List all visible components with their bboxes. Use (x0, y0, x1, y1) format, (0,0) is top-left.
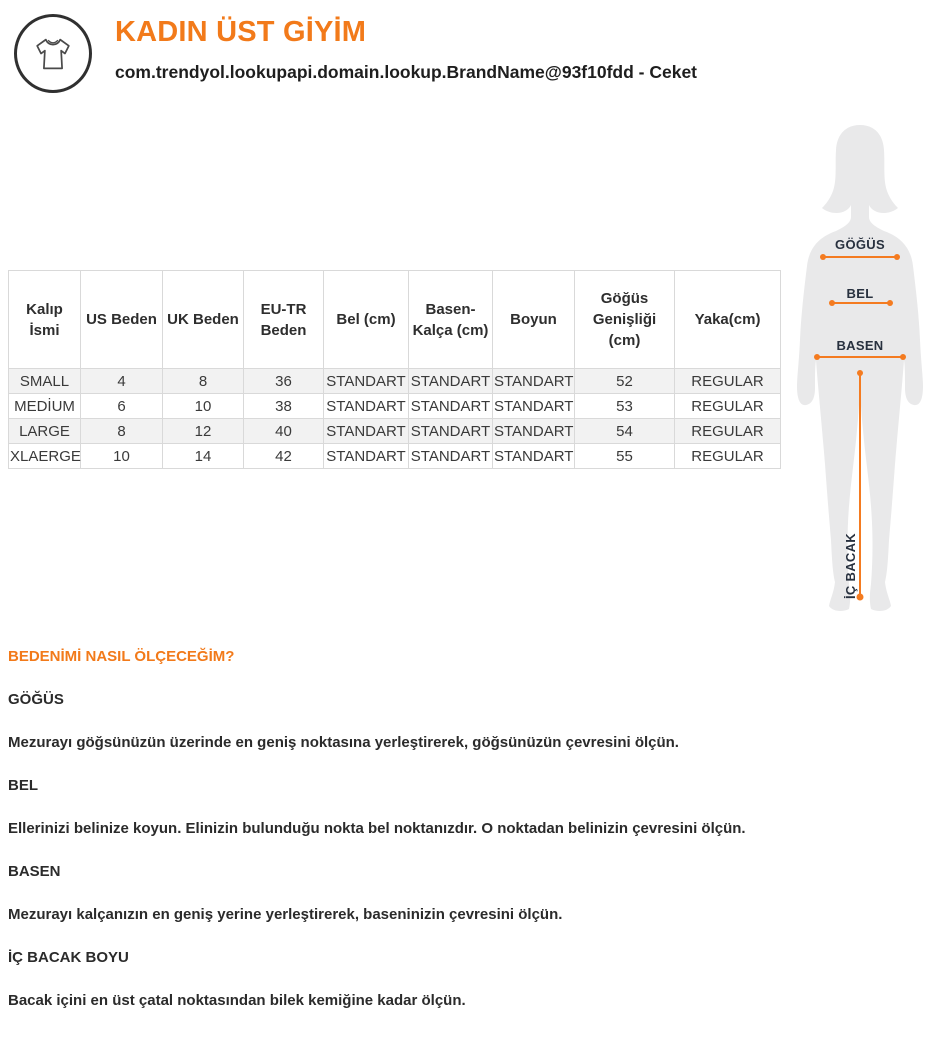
table-cell: REGULAR (675, 419, 781, 444)
table-cell: STANDART (493, 444, 575, 469)
column-header: Yaka(cm) (675, 271, 781, 369)
table-cell: STANDART (493, 394, 575, 419)
column-header: UK Beden (163, 271, 244, 369)
section-title-inseam: İÇ BACAK BOYU (8, 949, 129, 966)
table-cell: REGULAR (675, 394, 781, 419)
table-cell: 8 (163, 369, 244, 394)
table-cell: LARGE (9, 419, 81, 444)
page-subtitle: com.trendyol.lookupapi.domain.lookup.BrandName@93f10fdd - Ceket (115, 62, 698, 82)
table-cell: 8 (81, 419, 163, 444)
size-table-header-row (9, 271, 781, 369)
table-cell: SMALL (9, 369, 81, 394)
chest-label: GÖĞÜS (835, 237, 885, 252)
table-cell: 40 (244, 419, 324, 444)
column-header: Basen-Kalça (cm) (409, 271, 493, 369)
table-cell: STANDART (324, 444, 409, 469)
table-cell: 52 (575, 369, 675, 394)
column-header: US Beden (81, 271, 163, 369)
table-cell: 6 (81, 394, 163, 419)
table-cell: STANDART (493, 369, 575, 394)
inseam-label: İÇ BACAK (843, 533, 858, 599)
table-cell: REGULAR (675, 444, 781, 469)
instructions-heading: BEDENİMİ NASIL ÖLÇECEĞİM? (8, 648, 235, 665)
section-text-inseam: Bacak içini en üst çatal noktasından bilek kemiğine kadar ölçün. (8, 992, 466, 1009)
table-cell: 42 (244, 444, 324, 469)
table-cell: 10 (81, 444, 163, 469)
waist-label: BEL (846, 286, 874, 301)
table-cell: 54 (575, 419, 675, 444)
section-text-waist: Ellerinizi belinize koyun. Elinizin bulunduğu nokta bel noktanızdır. O noktadan belinizin çevresini ölçün. (8, 820, 746, 837)
page-title: KADIN ÜST GİYİM (115, 16, 367, 48)
table-cell: STANDART (324, 369, 409, 394)
measurement-instructions (8, 646, 796, 1033)
table-cell: 36 (244, 369, 324, 394)
body-measurement-figure (795, 122, 935, 622)
hip-label: BASEN (836, 338, 884, 353)
category-icon-badge (14, 14, 92, 93)
table-cell: XLAERGE (9, 444, 81, 469)
section-title-hip: BASEN (8, 863, 61, 880)
table-row-small (9, 369, 781, 394)
column-header: Boyun (493, 271, 575, 369)
section-text-chest: Mezurayı göğsünüzün üzerinde en geniş noktasına yerleştirerek, göğsünüzün çevresini ölçün. (8, 734, 679, 751)
table-cell: STANDART (324, 419, 409, 444)
table-cell: 55 (575, 444, 675, 469)
tshirt-icon (30, 31, 76, 77)
section-text-hip: Mezurayı kalçanızın en geniş yerine yerleştirerek, baseninizin çevresini ölçün. (8, 906, 563, 923)
table-cell: STANDART (409, 369, 493, 394)
table-row-medium (9, 394, 781, 419)
table-row-xlarge (9, 444, 781, 469)
table-row-large (9, 419, 781, 444)
table-cell: 14 (163, 444, 244, 469)
column-header: Kalıp İsmi (9, 271, 81, 369)
section-title-chest: GÖĞÜS (8, 691, 64, 708)
table-cell: 12 (163, 419, 244, 444)
section-title-waist: BEL (8, 777, 38, 794)
table-cell: STANDART (324, 394, 409, 419)
table-cell: MEDİUM (9, 394, 81, 419)
column-header: Göğüs Genişliği (cm) (575, 271, 675, 369)
table-cell: 4 (81, 369, 163, 394)
column-header: EU-TR Beden (244, 271, 324, 369)
table-cell: STANDART (493, 419, 575, 444)
table-cell: REGULAR (675, 369, 781, 394)
table-cell: 53 (575, 394, 675, 419)
column-header: Bel (cm) (324, 271, 409, 369)
table-cell: STANDART (409, 444, 493, 469)
table-cell: 38 (244, 394, 324, 419)
table-cell: STANDART (409, 419, 493, 444)
size-table (8, 270, 781, 469)
table-cell: STANDART (409, 394, 493, 419)
table-cell: 10 (163, 394, 244, 419)
